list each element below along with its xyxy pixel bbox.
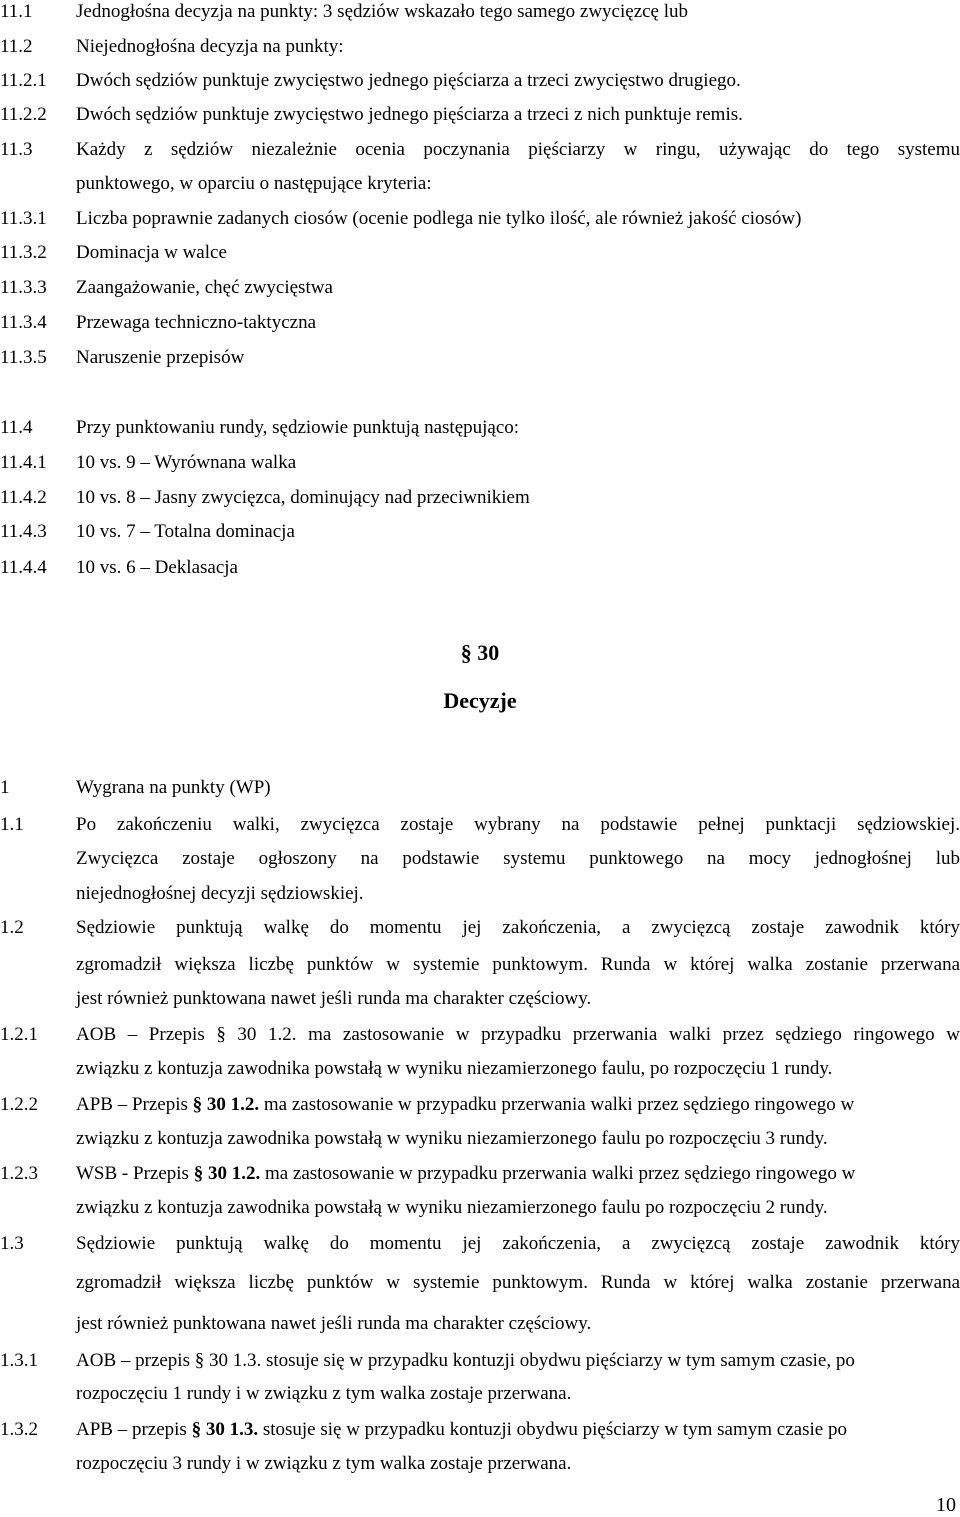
item-text: Zaangażowanie, chęć zwycięstwa xyxy=(76,277,333,298)
item-number: 11.2.1 xyxy=(0,70,47,91)
item-text-pre: APB – Przepis xyxy=(76,1094,193,1115)
item-number: 11.1 xyxy=(0,1,33,22)
item-text: 10 vs. 9 – Wyrównana walka xyxy=(76,452,297,473)
item-text-line: Zwycięzca zostaje ogłoszony na podstawie systemu punktowego na mocy jednogłośnej lub xyxy=(76,848,960,869)
item-number: 1.2.2 xyxy=(0,1094,38,1115)
item-number: 11.4 xyxy=(0,417,33,438)
item-text: 10 vs. 7 – Totalna dominacja xyxy=(76,521,295,542)
item-text-line: AOB – Przepis § 30 1.2. ma zastosowanie w przypadku przerwania walki przez sędziego ringowego w xyxy=(76,1024,960,1045)
item-text: Naruszenie przepisów xyxy=(76,347,245,368)
item-number: 1.2 xyxy=(0,917,24,938)
item-text-line: punktowego, w oparciu o następujące kryteria: xyxy=(76,173,432,194)
item-number: 1.3.1 xyxy=(0,1350,38,1371)
item-number: 11.3.1 xyxy=(0,208,47,229)
item-text-line: Każdy z sędziów niezależnie ocenia poczynania pięściarzy w ringu, używając do tego systemu xyxy=(76,139,960,160)
item-text: Niejednogłośna decyzja na punkty: xyxy=(76,36,344,57)
item-text-line: związku z kontuzja zawodnika powstałą w wyniku niezamierzonego faulu po rozpoczęciu 3 rundy. xyxy=(76,1128,828,1149)
paragraph-reference: § 30 1.2. xyxy=(192,1094,260,1115)
item-text-line xyxy=(76,1418,960,1441)
item-number: 11.3.2 xyxy=(0,242,47,263)
item-number: 11.4.4 xyxy=(0,557,47,578)
section-title: Decyzje xyxy=(443,688,517,713)
item-number: 11.4.3 xyxy=(0,521,47,542)
paragraph-reference: § 30 1.3. xyxy=(191,1419,259,1440)
item-text-post: ma zastosowanie w przypadku przerwania walki przez sędziego ringowego w xyxy=(260,1163,856,1184)
item-text-line: rozpoczęciu 3 rundy i w związku z tym walka zostaje przerwana. xyxy=(76,1453,572,1474)
item-text-line: związku z kontuzja zawodnika powstałą w wyniku niezamierzonego faulu, po rozpoczęciu 1 rundy. xyxy=(76,1058,833,1079)
item-text-post: stosuje się w przypadku kontuzji obydwu pięściarzy w tym samym czasie po xyxy=(258,1419,847,1440)
item-text-line: AOB – przepis § 30 1.3. stosuje się w przypadku kontuzji obydwu pięściarzy w tym samym czasie, po xyxy=(76,1350,855,1371)
item-text-pre: WSB - Przepis xyxy=(76,1163,194,1184)
item-number: 11.3 xyxy=(0,139,33,160)
item-number: 1.1 xyxy=(0,814,24,835)
item-text-line: Po zakończeniu walki, zwycięzca zostaje wybrany na podstawie pełnej punktacji sędziowskiej. xyxy=(76,814,960,835)
item-number: 11.4.2 xyxy=(0,487,47,508)
item-text-line xyxy=(76,1093,960,1116)
item-number: 11.3.4 xyxy=(0,312,47,333)
item-text-post: ma zastosowanie w przypadku przerwania walki przez sędziego ringowego w xyxy=(259,1094,855,1115)
item-text: Liczba poprawnie zadanych ciosów (ocenie podlega nie tylko ilość, ale również jakość ciosów) xyxy=(76,208,802,229)
item-text-line: niejednogłośnej decyzji sędziowskiej. xyxy=(76,883,364,904)
item-text: 10 vs. 8 – Jasny zwycięzca, dominujący nad przeciwnikiem xyxy=(76,487,530,508)
item-number: 1.2.1 xyxy=(0,1024,38,1045)
item-text: Dwóch sędziów punktuje zwycięstwo jednego pięściarza a trzeci z nich punktuje remis. xyxy=(76,104,743,125)
item-text-line: jest również punktowana nawet jeśli runda ma charakter częściowy. xyxy=(76,1313,592,1334)
item-text: Wygrana na punkty (WP) xyxy=(76,777,271,798)
item-number: 11.2 xyxy=(0,36,33,57)
page-number: 10 xyxy=(936,1494,956,1516)
item-number: 1.3 xyxy=(0,1233,24,1254)
section-symbol: § 30 xyxy=(460,640,500,665)
item-text-line: Sędziowie punktują walkę do momentu jej zakończenia, a zwycięzcą zostaje zawodnik który xyxy=(76,917,960,938)
item-number: 11.4.1 xyxy=(0,452,47,473)
item-text-pre: APB – przepis xyxy=(76,1419,192,1440)
item-text-line xyxy=(76,1162,960,1185)
item-text: Przewaga techniczno-taktyczna xyxy=(76,312,317,333)
item-text-line: zgromadził większa liczbę punktów w systemie punktowym. Runda w której walka zostanie przerwana xyxy=(76,954,960,975)
item-text-line: związku z kontuzja zawodnika powstałą w wyniku niezamierzonego faulu po rozpoczęciu 2 rundy. xyxy=(76,1197,828,1218)
item-text: Dominacja w walce xyxy=(76,242,227,263)
item-number: 11.2.2 xyxy=(0,104,47,125)
item-number: 1 xyxy=(0,777,10,798)
item-number: 1.3.2 xyxy=(0,1419,38,1440)
item-text: Jednogłośna decyzja na punkty: 3 sędziów wskazało tego samego zwycięzcę lub xyxy=(76,1,689,22)
item-number: 1.2.3 xyxy=(0,1163,38,1184)
item-number: 11.3.3 xyxy=(0,277,47,298)
item-text-line: rozpoczęciu 1 rundy i w związku z tym walka zostaje przerwana. xyxy=(76,1383,572,1404)
item-text: 10 vs. 6 – Deklasacja xyxy=(76,557,238,578)
item-text: Przy punktowaniu rundy, sędziowie punktują następująco: xyxy=(76,417,520,438)
item-text-line: jest również punktowana nawet jeśli runda ma charakter częściowy. xyxy=(76,988,592,1009)
item-text-line: zgromadził większa liczbę punktów w systemie punktowym. Runda w której walka zostanie przerwana xyxy=(76,1272,960,1293)
item-text: Dwóch sędziów punktuje zwycięstwo jednego pięściarza a trzeci zwycięstwo drugiego. xyxy=(76,70,741,91)
item-text-line: Sędziowie punktują walkę do momentu jej zakończenia, a zwycięzcą zostaje zawodnik który xyxy=(76,1233,960,1254)
item-number: 11.3.5 xyxy=(0,347,47,368)
paragraph-reference: § 30 1.2. xyxy=(193,1163,261,1184)
